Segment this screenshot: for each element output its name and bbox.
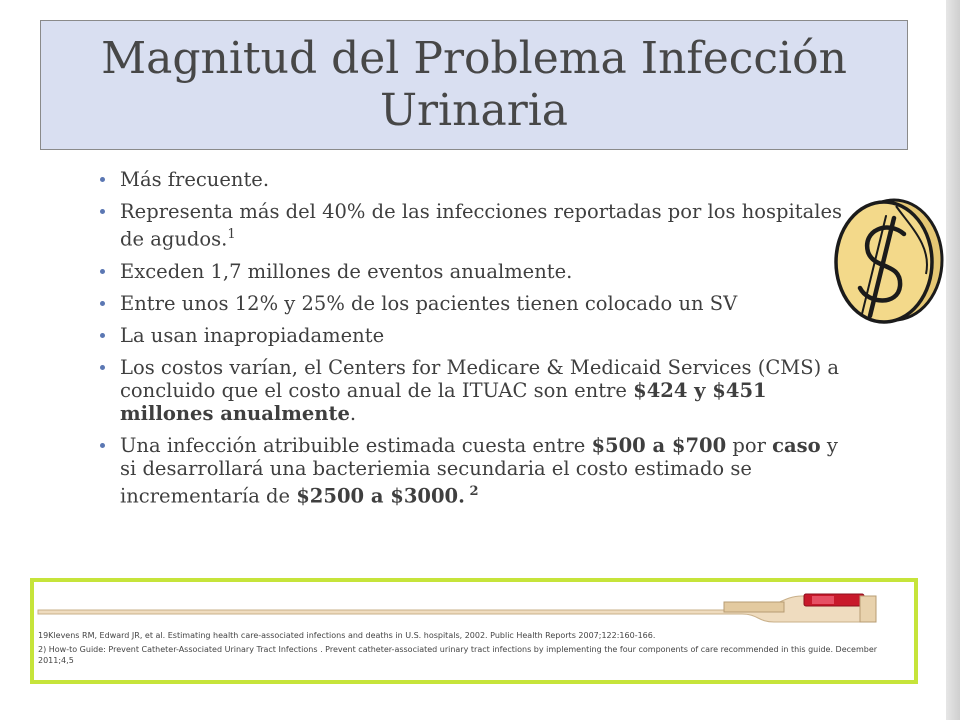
bullet-text-part: $500 a $700 [591, 433, 727, 457]
bullet-item [98, 434, 858, 508]
bullet-text-part: La usan inapropiadamente [120, 323, 385, 347]
bullet-dot-icon [100, 443, 105, 448]
bullet-list [98, 168, 858, 516]
bullet-text-part: $424 y $451 millones anualmente [120, 378, 767, 425]
bullet-text-part: Entre unos 12% y 25% de los pacientes tienen colocado un SV [120, 291, 738, 315]
bullet-item [98, 200, 858, 251]
bullet-text-part: 2 [464, 483, 479, 499]
bullet-item [98, 356, 858, 425]
right-edge-bar [946, 0, 960, 720]
bullet-dot-icon [100, 269, 105, 274]
bullet-text-part: por [726, 433, 773, 457]
slide-title: Magnitud del Problema Infección Urinaria [101, 33, 847, 136]
bullet-item [98, 324, 858, 347]
bullet-dot-icon [100, 333, 105, 338]
reference-1: 19Klevens RM, Edward JR, et al. Estimating health care-associated infections and deaths in U.S. hospitals, 2002. Public Health Reports 2007;122:160-166. [38, 631, 656, 640]
bullet-text-part: . [349, 401, 357, 425]
bullet-text-part: $2500 a $3000. [296, 484, 465, 507]
bullet-dot-icon [100, 365, 105, 370]
bullet-text-part: Representa más del 40% de las infecciones reportadas por los hospitales de agudos. [120, 200, 842, 251]
bullet-text-part: Más frecuente. [120, 168, 270, 191]
bullet-text-part: Los costos varían, el Centers for Medicare & Medicaid Services (CMS) a concluido que el costo anual de la ITUAC son entre [120, 355, 840, 402]
bullet-text-part: 1 [227, 227, 236, 242]
bullet-dot-icon [100, 209, 105, 214]
bullet-item [98, 168, 858, 191]
bullet-dot-icon [100, 301, 105, 306]
dollar-coin-icon [828, 196, 946, 326]
bullet-item [98, 292, 858, 315]
bullet-text-part: Exceden 1,7 millones de eventos anualmente. [120, 259, 573, 283]
bullet-dot-icon [100, 177, 105, 182]
bullet-item [98, 260, 858, 283]
catheter-image [34, 588, 914, 628]
reference-box [30, 578, 918, 684]
bullet-text-part: y si desarrollará una bacteriemia secundaria el costo estimado se incrementaría de [120, 433, 838, 507]
bullet-text-part: Una infección atribuible estimada cuesta entre [120, 433, 592, 457]
bullet-text-part: caso [772, 433, 821, 457]
title-box [40, 20, 908, 150]
reference-2: 2) How-to Guide: Prevent Catheter-Associated Urinary Tract Infections . Prevent catheter-associated urinary tract infections by implementing the four components of care recommended in this guide. December 2011;4,5 [38, 645, 878, 665]
